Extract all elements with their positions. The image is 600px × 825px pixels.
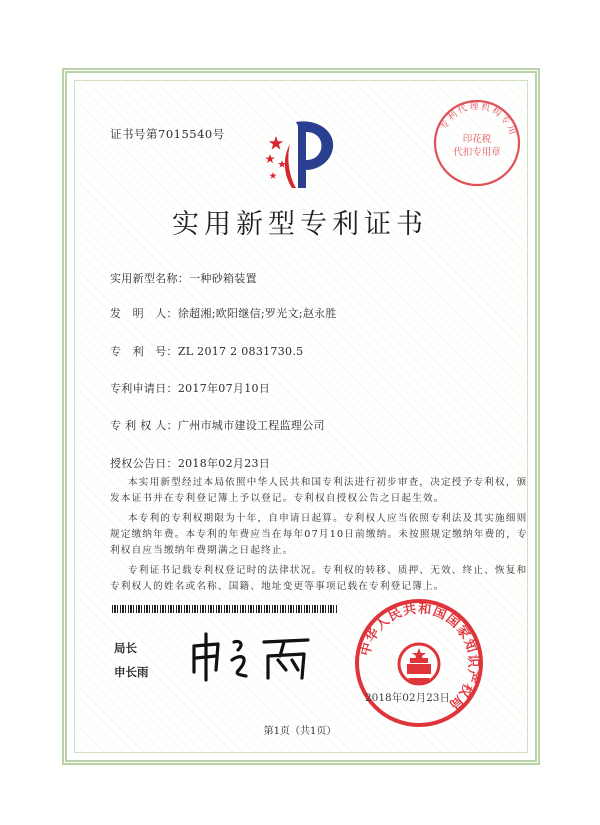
- field-utility-model-name: [110, 270, 257, 286]
- director-name: 申长雨: [114, 665, 149, 679]
- director-title: 局长: [114, 641, 137, 655]
- field-value: ZL 2017 2 0831730.5: [177, 345, 304, 358]
- field-label: 实用新型名称：: [110, 272, 190, 285]
- paragraph-legal-line-1: 专利证书记载专利权登记时的法律状况。专利权的转移、质押、无效、终止、恢复和: [128, 565, 528, 576]
- field-application-date: [110, 380, 270, 396]
- field-label: 发 明 人：: [110, 307, 178, 320]
- field-label: 专 利 号：: [110, 345, 178, 358]
- field-value: 徐超湘;欧阳继信;罗光文;赵永胜: [177, 307, 337, 320]
- barcode: [112, 605, 338, 613]
- paragraph-grant-line-1: 本实用新型经过本局依照中华人民共和国专利法进行初步审查，决定授予专利权，颁: [128, 477, 528, 488]
- page-footer: 第1页（共1页）: [263, 726, 337, 737]
- field-label: 授权公告日：: [110, 457, 178, 470]
- paragraph-term-line-1: 本专利的专利权期限为十年，自申请日起算。专利权人应当依照专利法及其实施细则: [128, 513, 528, 524]
- field-grant-date: [110, 455, 270, 471]
- seal-date: 2018年02月23日: [365, 692, 450, 704]
- official-seal: [352, 596, 486, 730]
- field-patent-number: [110, 343, 303, 359]
- paragraph-grant-line-2: 发本证书并在专利登记簿上予以登记。专利权自授权公告之日起生效。: [110, 493, 445, 504]
- handwritten-signature: [188, 626, 318, 684]
- svg-text:专利代理机构专用: [437, 100, 518, 138]
- patent-office-logo: [262, 116, 342, 192]
- field-label: 专 利 权 人：: [110, 419, 178, 432]
- certificate-number: 证书号第7015540号: [110, 127, 225, 141]
- field-inventors: [110, 305, 337, 321]
- field-value: 2017年07月10日: [177, 382, 271, 395]
- tax-stamp-ring-text: 专利代理机构专用: [438, 101, 518, 139]
- seal-ring-text: 中华人民共和国国家知识产权局: [358, 601, 481, 713]
- field-value: 2018年02月23日: [177, 457, 271, 470]
- national-emblem-icon: [399, 644, 439, 684]
- field-label: 专利申请日：: [110, 382, 178, 395]
- paragraph-term-line-3: 利权自应当缴纳年费期满之日起终止。: [110, 545, 294, 556]
- paragraph-legal-line-2: 专利权人的姓名或名称、国籍、地址变更等事项记载在专利登记簿上。: [110, 581, 445, 592]
- field-patentee: [110, 417, 325, 433]
- field-value: 一种砂箱装置: [189, 272, 257, 285]
- certificate-title: 实用新型专利证书: [172, 209, 428, 240]
- tax-stamp-line-1: 印花税: [462, 134, 492, 145]
- tax-stamp: [432, 98, 522, 188]
- paragraph-term-line-2: 规定缴纳年费。本专利的年费应当在每年07月10日前缴纳。未按照规定缴纳年费的，专: [110, 529, 528, 540]
- field-value: 广州市城市建设工程监理公司: [177, 419, 325, 432]
- tax-stamp-line-2: 代扣专用章: [453, 147, 501, 158]
